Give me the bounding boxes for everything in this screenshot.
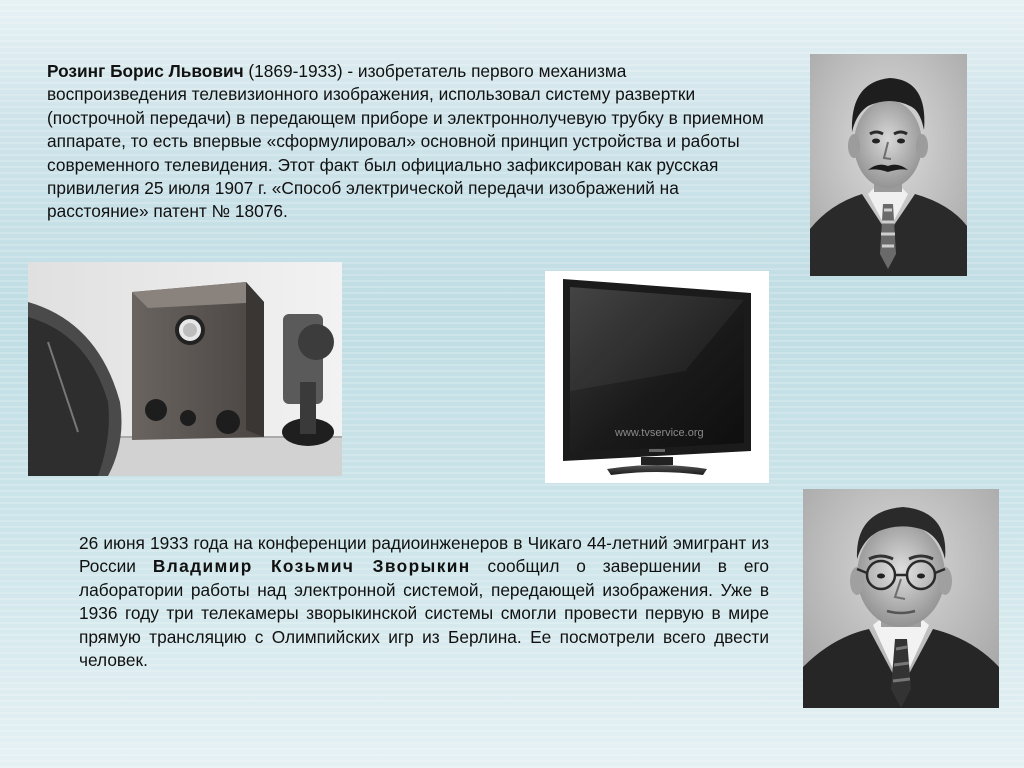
rosing-portrait (810, 54, 967, 276)
flat-television-photo (545, 271, 769, 483)
rosing-name: Розинг Борис Львович (47, 61, 244, 81)
zworykin-portrait (803, 489, 999, 708)
old-television-photo (28, 262, 342, 476)
tv-watermark: www.tvservice.org (615, 427, 704, 439)
zworykin-paragraph (79, 532, 769, 672)
rosing-body: (1869-1933) - изобретатель первого механизма воспроизведения телевизионного изображения, использовал систему развертки (построчной передачи) в передающем приборе и электроннолучевую трубку в приемном аппарате, то есть впервые «сформулировал» основной принцип устройства и работы современного телевидения. Этот факт был официально зафиксирован как русская привилегия 25 июля 1907 г. «Способ электрической передачи изображений на расстояние» патент № 18076. (47, 61, 764, 222)
zworykin-intro: 26 июня 1933 года на конференции радиоинженеров в Чикаго 44-летний эмигрант из России (79, 533, 769, 577)
zworykin-body: сообщил о завершении в его лаборатории работы над электронной системой, передающей изображения. Уже в 1936 году три телекамеры зворыкинской системы смогли провести первую в мире прямую трансляцию с Олимпийских игр из Берлина. Ее посмотрели всего двести человек. (79, 556, 769, 671)
zworykin-name: Владимир Козьмич Зворыкин (152, 556, 471, 577)
rosing-paragraph (47, 60, 767, 224)
